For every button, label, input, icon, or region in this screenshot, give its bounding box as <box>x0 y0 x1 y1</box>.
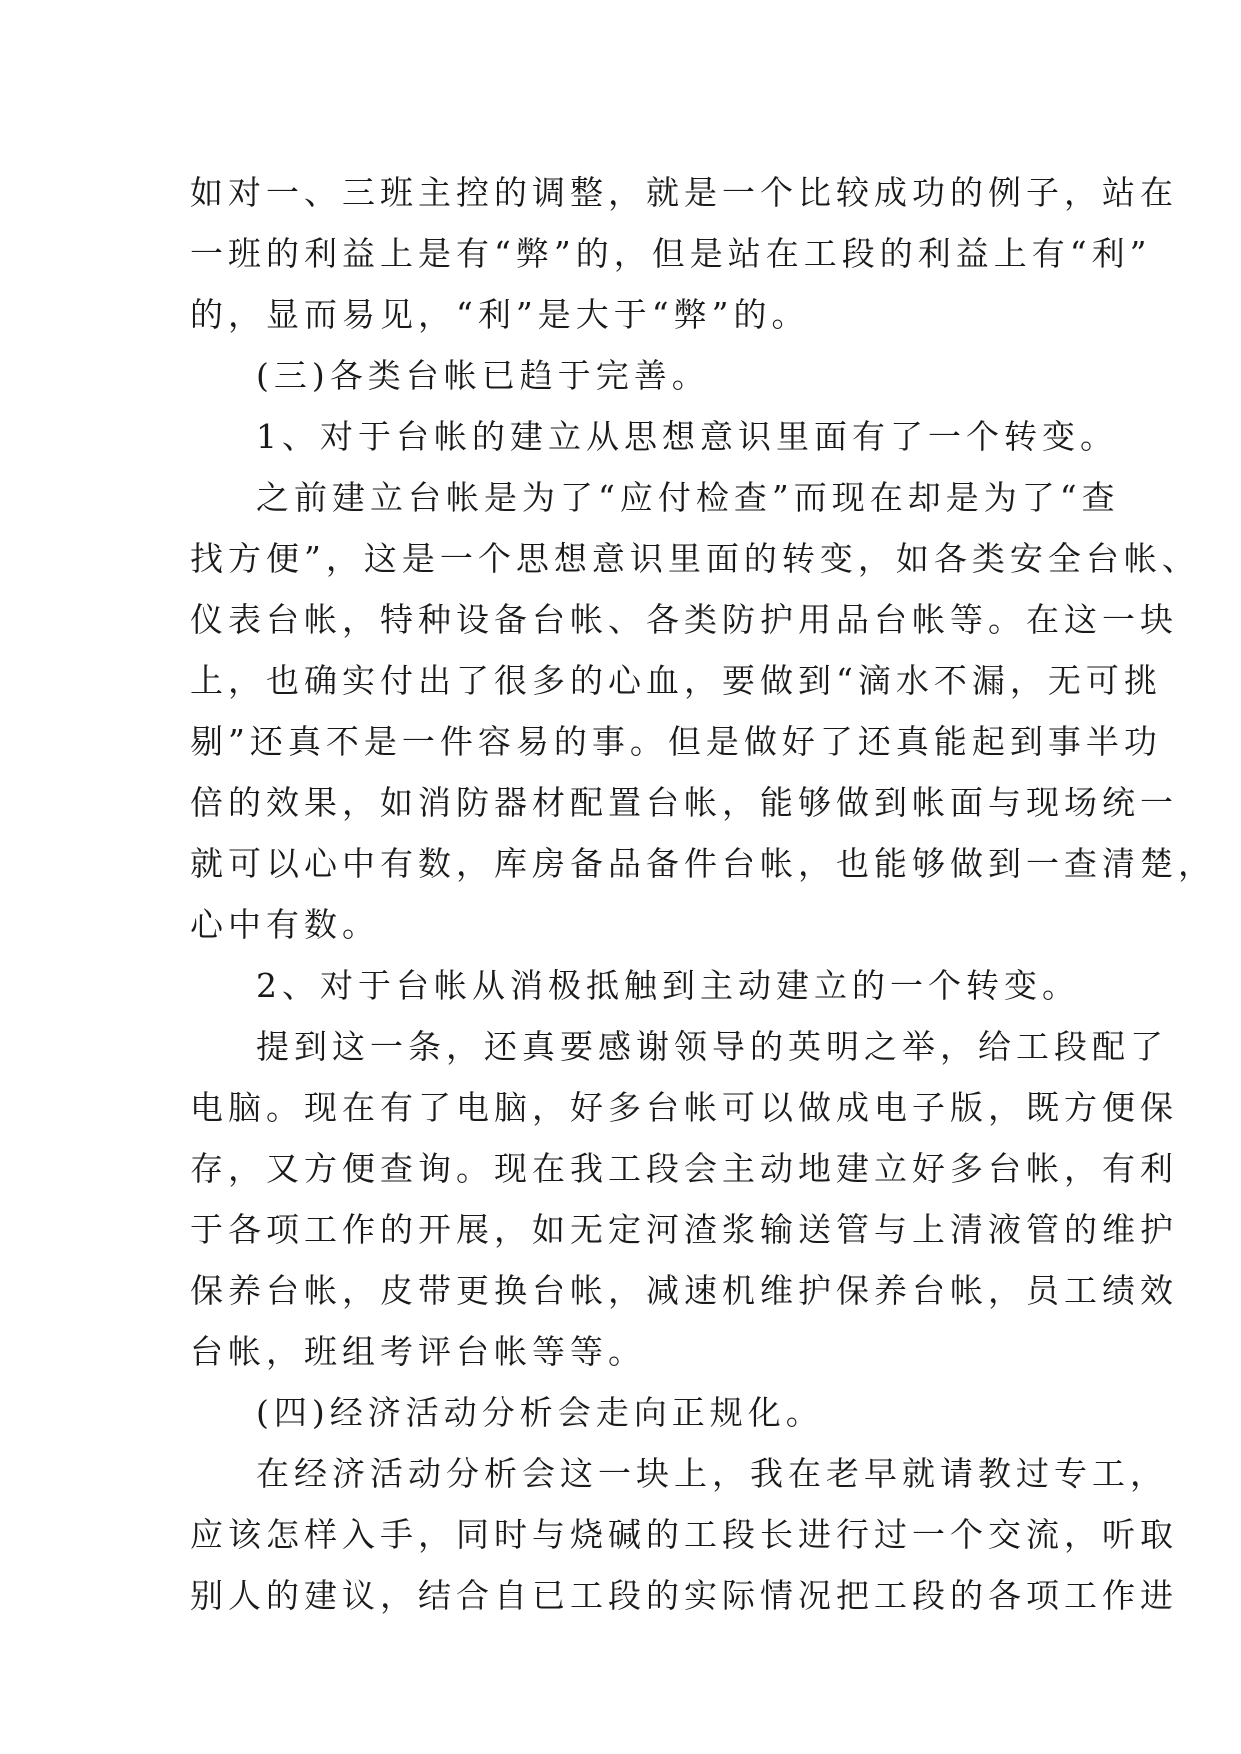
subheading-2: 2、对于台帐从消极抵触到主动建立的一个转变。 <box>256 966 1080 1005</box>
text-line: 的，显而易见，“利”是大于“弊”的。 <box>190 295 810 334</box>
text-line: 应该怎样入手，同时与烧碱的工段长进行过一个交流，听取 <box>190 1515 1178 1554</box>
text-line: 台帐，班组考评台帐等等。 <box>190 1332 646 1371</box>
text-line: 之前建立台帐是为了“应付检查”而现在却是为了“查 <box>256 478 1120 517</box>
section-heading-3: (三)各类台帐已趋于完善。 <box>256 356 710 395</box>
text-line: 别人的建议，结合自已工段的实际情况把工段的各项工作进 <box>190 1576 1178 1615</box>
text-line: 倍的效果，如消防器材配置台帐，能够做到帐面与现场统一 <box>190 783 1178 822</box>
text-line: 在经济活动分析会这一块上，我在老早就请教过专工， <box>256 1454 1168 1493</box>
text-line: 提到这一条，还真要感谢领导的英明之举，给工段配了 <box>256 1027 1168 1066</box>
text-line: 心中有数。 <box>190 905 380 944</box>
text-line: 找方便”，这是一个思想意识里面的转变，如各类安全台帐、 <box>190 539 1200 578</box>
text-line: 如对一、三班主控的调整，就是一个比较成功的例子，站在 <box>190 173 1178 212</box>
text-line: 剔”还真不是一件容易的事。但是做好了还真能起到事半功 <box>190 722 1162 761</box>
text-line: 一班的利益上是有“弊”的，但是站在工段的利益上有“利” <box>190 234 1152 273</box>
text-line: 就可以心中有数，库房备品备件台帐，也能够做到一查清楚， <box>190 844 1216 883</box>
text-line: 保养台帐，皮带更换台帐，减速机维护保养台帐，员工绩效 <box>190 1271 1178 1310</box>
text-line: 仪表台帐，特种设备台帐、各类防护用品台帐等。在这一块 <box>190 600 1178 639</box>
subheading-1: 1、对于台帐的建立从思想意识里面有了一个转变。 <box>256 417 1118 456</box>
section-heading-4: (四)经济活动分析会走向正规化。 <box>256 1393 824 1432</box>
text-line: 于各项工作的开展，如无定河渣浆输送管与上清液管的维护 <box>190 1210 1178 1249</box>
text-line: 存，又方便查询。现在我工段会主动地建立好多台帐，有利 <box>190 1149 1178 1188</box>
text-line: 电脑。现在有了电脑，好多台帐可以做成电子版，既方便保 <box>190 1088 1178 1127</box>
body-text <box>190 162 1216 1626</box>
text-line: 上，也确实付出了很多的心血，要做到“滴水不漏，无可挑 <box>190 661 1162 700</box>
